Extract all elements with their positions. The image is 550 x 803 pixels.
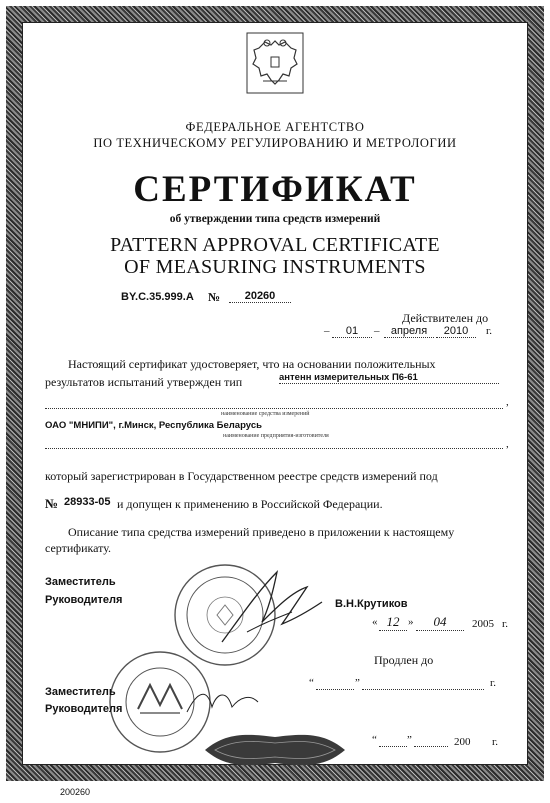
second-signature bbox=[182, 682, 262, 722]
caption-instrument: наименование средства измерений bbox=[221, 411, 310, 417]
signature1-day: 12 bbox=[379, 614, 407, 631]
signature2-suffix: г. bbox=[492, 736, 499, 748]
extended-label: Продлен до bbox=[374, 653, 434, 667]
double-headed-eagle-emblem-icon bbox=[245, 31, 305, 95]
caption-manufacturer: наименование предприятия-изготовителя bbox=[223, 433, 329, 439]
extended2-month-field bbox=[414, 735, 448, 747]
valid-until-label: Действителен до bbox=[402, 311, 489, 325]
signature1-suffix: г. bbox=[502, 618, 509, 630]
paragraph1-line3: который зарегистрирован в Государственном реестре средств измерений под bbox=[45, 469, 438, 483]
signature1-year: 2005 bbox=[472, 618, 494, 630]
bottom-ornament bbox=[205, 733, 345, 767]
certificate-number: 20260 bbox=[229, 290, 291, 303]
footer-number: 200260 bbox=[60, 787, 91, 797]
extended-month-field bbox=[362, 678, 484, 690]
manufacturer-name: ОАО "МНИПИ", г.Минск, Республика Беларусь bbox=[45, 420, 262, 431]
number-sign: № bbox=[208, 290, 221, 304]
signatory1-role-line2: Руководителя bbox=[45, 594, 123, 606]
instrument-continuation-line bbox=[45, 398, 503, 409]
manufacturer-line bbox=[45, 440, 503, 449]
certificate-title: СЕРТИФИКАТ bbox=[133, 169, 417, 210]
extended-suffix: г. bbox=[490, 677, 497, 689]
english-title-line-2: OF MEASURING INSTRUMENTS bbox=[124, 256, 426, 278]
agency-line-2: ПО ТЕХНИЧЕСКОМУ РЕГУЛИРОВАНИЮ И МЕТРОЛОГИИ bbox=[93, 136, 457, 150]
paragraph1-line1: Настоящий сертификат удостоверяет, что на основании положительных bbox=[68, 357, 436, 371]
english-title-line-1: PATTERN APPROVAL CERTIFICATE bbox=[110, 234, 440, 256]
certificate-subtitle: об утверждении типа средств измерений bbox=[169, 213, 381, 225]
extended2-day-field bbox=[379, 735, 407, 747]
signatory2-role-line2: Руководителя bbox=[45, 703, 123, 715]
instrument-name: антенн измерительных П6-61 bbox=[279, 372, 499, 384]
signatory2-role-line1: Заместитель bbox=[45, 686, 116, 698]
valid-year: 2010 bbox=[436, 325, 476, 338]
valid-suffix: г. bbox=[486, 325, 493, 337]
extended-day-field bbox=[316, 678, 354, 690]
registry-number-sign: № bbox=[45, 496, 59, 511]
signature-krutikov bbox=[217, 562, 327, 652]
paragraph1-line4: и допущен к применению в Российской Федерации. bbox=[117, 497, 383, 511]
registry-number: 28933-05 bbox=[64, 496, 111, 508]
certificate-code: BY.C.35.999.A bbox=[121, 291, 194, 303]
valid-month: апреля bbox=[384, 325, 434, 338]
paragraph1-line2: результатов испытаний утвержден тип bbox=[45, 375, 243, 389]
paragraph2-line2: сертификату. bbox=[45, 541, 112, 555]
signature1-month: 04 bbox=[416, 614, 464, 631]
paragraph2-line1: Описание типа средства измерений приведено в приложении к настоящему bbox=[68, 525, 455, 539]
agency-line-1: ФЕДЕРАЛЬНОЕ АГЕНТСТВО bbox=[185, 120, 365, 134]
signatory1-role-line1: Заместитель bbox=[45, 576, 116, 588]
valid-day: 01 bbox=[332, 325, 372, 338]
certificate-body: ФЕДЕРАЛЬНОЕ АГЕНТСТВО ПО ТЕХНИЧЕСКОМУ РЕГУЛИРОВАНИЮ И МЕТРОЛОГИИ СЕРТИФИКАТ об утверждении типа средств измерений PATTERN APPROVAL CERTIFICATE OF MEASURING INSTRUMENTS BY.C.35.999.A № 20260 Действителен до – 01 – апреля 2010 г. Настоящий сертификат удостоверяет, что на основании положительных результатов испытаний утвержден тип антенн измерительных П6-61 , наименование средства измерений ОАО "МНИПИ", г.Минск, Республика Беларусь наименование предприятия-изготовителя , который зарегистрирован в Государственном реестре средств измерений под № 28933-05 и допущен к применению в Российской Федерации. Описание типа средства измерений приведено в приложении к настоящему сертификату. Заместитель Руководителя В.Н.Крутиков « 12 » 04 2005 г. Продлен до “ ” г. Заместитель Руководителя “ ” 200 г. bbox=[22, 22, 528, 781]
signature2-year: 200 bbox=[454, 736, 471, 748]
signatory1-name: В.Н.Крутиков bbox=[335, 598, 408, 610]
